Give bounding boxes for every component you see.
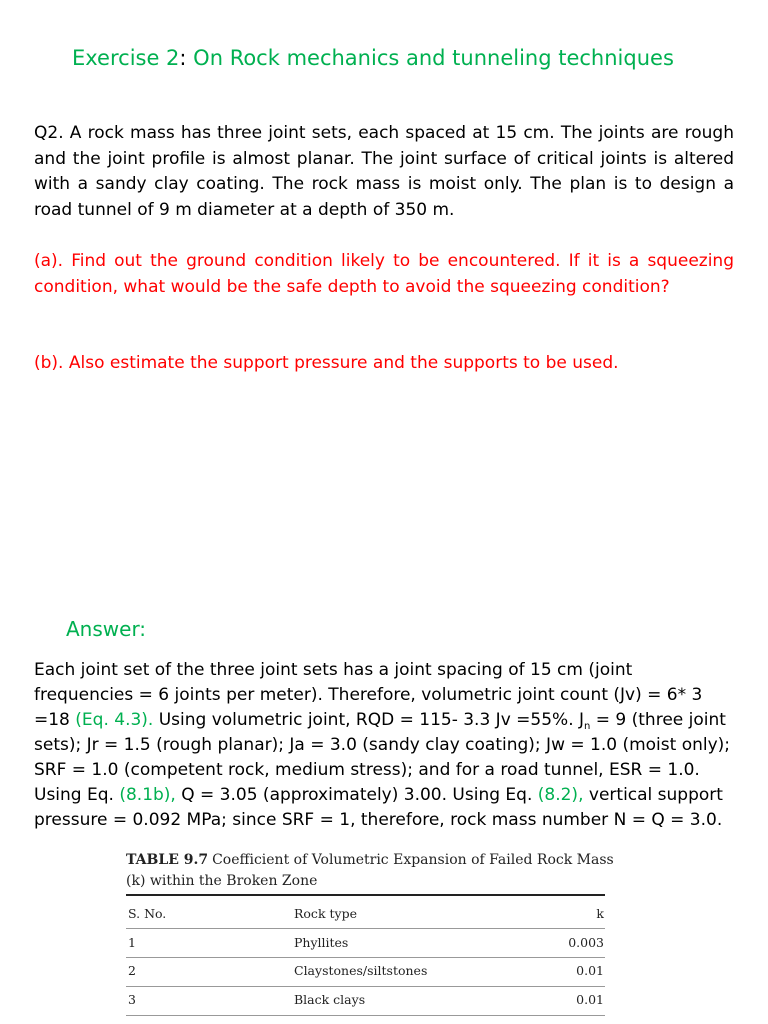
part-a-text: (a). Find out the ground condition likely to be encountered. If it is a squeezing condition, what would be the safe depth to avoid the squeezing condition? [34, 251, 734, 297]
title-prefix: Exercise 2 [72, 46, 180, 70]
table-divider [126, 957, 605, 958]
answer-line-7: pressure = 0.092 MPa; since SRF = 1, therefore, rock mass number N = Q = 3.0. [34, 810, 723, 830]
table-cell: 2 [128, 963, 136, 978]
table-caption [126, 850, 614, 892]
part-b-text: (b). Also estimate the support pressure and the supports to be used. [34, 353, 619, 373]
table-cell: 1 [128, 935, 136, 950]
answer-text: Using volumetric joint, RQD = 115- 3.3 Jv =55%. J [153, 710, 585, 730]
table-cell: 0.003 [568, 935, 604, 950]
answer-text: Using Eq. [34, 785, 120, 805]
table-cell: Phyllites [294, 935, 349, 950]
table-divider [126, 1015, 605, 1016]
answer-line-1: Each joint set of the three joint sets has a joint spacing of 15 cm (joint [34, 660, 633, 680]
title-rest: On Rock mechanics and tunneling techniques [186, 46, 674, 70]
table-header-cell: S. No. [128, 906, 167, 921]
table-divider [126, 928, 605, 929]
table-header-cell: Rock type [294, 906, 357, 921]
table-cell: 0.01 [576, 963, 604, 978]
equation-reference: (8.2), [537, 785, 584, 805]
table-cell: 3 [128, 992, 136, 1007]
subscript: n [584, 721, 591, 732]
table-divider [126, 986, 605, 987]
table-header-cell: k [596, 906, 604, 921]
answer-text: vertical support [583, 785, 723, 805]
table-cell: 0.01 [576, 992, 604, 1007]
answer-line-6 [34, 783, 723, 808]
table-cell: Claystones/siltstones [294, 963, 428, 978]
answer-heading: Answer: [66, 617, 147, 641]
answer-line-5: SRF = 1.0 (competent rock, medium stress); and for a road tunnel, ESR = 1.0. [34, 760, 700, 780]
question-text: Q2. A rock mass has three joint sets, each spaced at 15 cm. The joints are rough and the joint profile is almost planar. The joint surface of critical joints is altered with a sandy clay coating. The rock mass is moist only. The plan is to design a road tunnel of 9 m diameter at a depth of 350 m. [34, 123, 734, 220]
table-caption-line-2: (k) within the Broken Zone [126, 873, 318, 889]
title-colon: : [179, 46, 187, 70]
table-caption-line-1: Coefficient of Volumetric Expansion of Failed Rock Mass [212, 852, 614, 868]
answer-text: =18 [34, 710, 76, 730]
equation-reference: (Eq. 4.3). [75, 710, 154, 730]
table-top-rule [126, 894, 605, 896]
answer-line-4: sets); Jr = 1.5 (rough planar); Ja = 3.0 (sandy clay coating); Jw = 1.0 (moist only); [34, 735, 731, 755]
table-cell: Black clays [294, 992, 366, 1007]
equation-reference: (8.1b), [119, 785, 176, 805]
answer-text: = 9 (three joint [590, 710, 726, 730]
answer-text: Q = 3.05 (approximately) 3.00. Using Eq. [175, 785, 538, 805]
table-label: TABLE 9.7 [126, 852, 209, 868]
exercise-title [72, 46, 674, 70]
answer-line-2: frequencies = 6 joints per meter). Therefore, volumetric joint count (Jv) = 6* 3 [34, 685, 703, 705]
